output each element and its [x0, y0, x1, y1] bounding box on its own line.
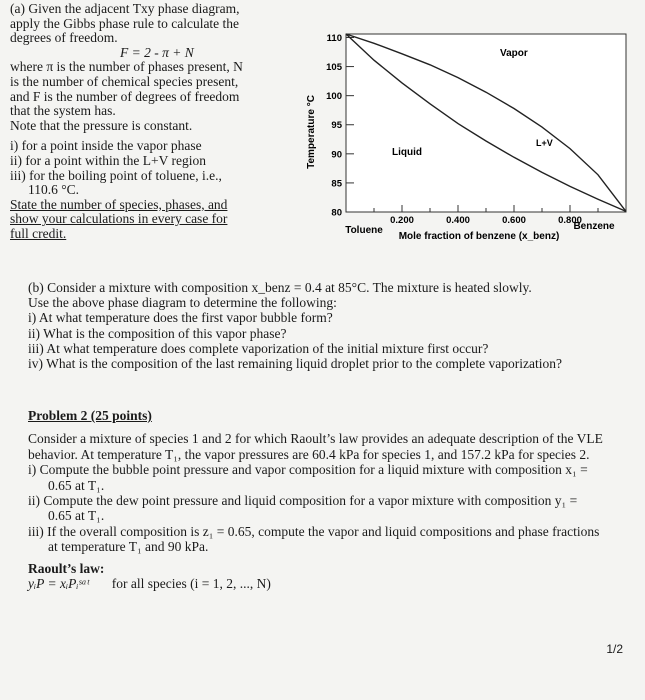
question-item: ii) for a point within the L+V region — [10, 152, 206, 168]
part-b-text — [28, 280, 638, 371]
part-a-text — [10, 2, 295, 242]
x-tick-label: 0.200 — [390, 215, 414, 226]
problem-2-question: iii) If the overall composition is z₁ = 0.65, compute the vapor and liquid compositions and phase fractions — [28, 523, 600, 539]
y-tick-label: 110 — [326, 32, 342, 44]
y-tick-label: 80 — [331, 207, 342, 219]
part-b-intro: (b) Consider a mixture with composition x_benz = 0.4 at 85°C. The mixture is heated slowly. — [28, 280, 532, 295]
problem-2-intro: behavior. At temperature T₁, the vapor pressures are 60.4 kPa for species 1, and 157.2 kPa for species 2. — [28, 446, 590, 462]
instruction-line: show your calculations in every case for — [10, 211, 228, 227]
part-b-question: ii) What is the composition of this vapor phase? — [28, 325, 287, 341]
problem-2-question-cont: at temperature T₁ and 90 kPa. — [48, 539, 209, 555]
txy-phase-diagram — [296, 22, 641, 262]
gibbs-formula: F = 2 - π + N — [120, 44, 194, 60]
raoult-equation-row — [28, 576, 638, 591]
question-item: i) for a point inside the vapor phase — [10, 138, 202, 154]
y-axis-label: Temperature °C — [306, 95, 317, 169]
raoult-tail: for all species (i = 1, 2, ..., N) — [111, 576, 271, 592]
part-b-intro: Use the above phase diagram to determine the following: — [28, 295, 337, 311]
definition-line: is the number of chemical species present, — [10, 73, 239, 89]
part-a-line: (a) Given the adjacent Txy phase diagram, — [10, 1, 240, 16]
x-right-label: Benzene — [573, 221, 615, 232]
x-left-label: Toluene — [345, 225, 383, 236]
instruction-line: State the number of species, phases, and — [10, 196, 228, 212]
y-tick-label: 90 — [331, 149, 342, 161]
problem-2-question: i) Compute the bubble point pressure and vapor composition for a liquid mixture with composition x₁ = — [28, 462, 588, 478]
x-tick-label: 0.600 — [502, 215, 526, 226]
y-tick-label: 100 — [326, 91, 342, 103]
problem-2-question: ii) Compute the dew point pressure and liquid composition for a vapor mixture with composition y₁ = — [28, 493, 578, 509]
part-b-question: iii) At what temperature does complete vaporization of the initial mixture first occur? — [28, 340, 489, 356]
y-tick-label: 95 — [331, 120, 342, 132]
part-a-line: apply the Gibbs phase rule to calculate the — [10, 15, 240, 31]
definition-line: where π is the number of phases present, N — [10, 59, 243, 75]
part-b-question: iv) What is the composition of the last remaining liquid droplet prior to the complete vaporization? — [28, 356, 562, 372]
region-label-lv: L+V — [536, 138, 553, 148]
y-tick-label: 105 — [326, 62, 342, 74]
x-tick-label: 0.400 — [446, 215, 470, 226]
instruction-line: full credit. — [10, 225, 67, 241]
problem-2-question-cont: 0.65 at T₁. — [48, 508, 105, 524]
raoult-title: Raoult’s law: — [28, 560, 105, 576]
definition-line: Note that the pressure is constant. — [10, 117, 193, 133]
definition-line: that the system has. — [10, 103, 116, 119]
question-item: iii) for the boiling point of toluene, i.e., — [10, 167, 222, 183]
part-a-line: degrees of freedom. — [10, 30, 118, 46]
question-item-cont: 110.6 °C. — [28, 182, 80, 198]
part-b-question: i) At what temperature does the first vapor bubble form? — [28, 310, 333, 326]
region-label-liquid: Liquid — [392, 147, 422, 158]
x-tick-label: 0.800 — [558, 215, 582, 226]
plot-frame — [346, 34, 626, 212]
raoult-equation: yᵢP = xᵢPᵢˢᵃᵗ — [28, 576, 89, 592]
x-axis-label: Mole fraction of benzene (x_benz) — [398, 231, 560, 242]
y-tick-label: 85 — [331, 178, 342, 190]
problem-2 — [28, 408, 638, 591]
definition-line: and F is the number of degrees of freedom — [10, 88, 240, 104]
problem-2-title: Problem 2 (25 points) — [28, 408, 152, 423]
problem-2-question-cont: 0.65 at T₁. — [48, 477, 105, 493]
region-label-vapor: Vapor — [500, 48, 528, 59]
problem-2-intro: Consider a mixture of species 1 and 2 for which Raoult’s law provides an adequate description of the VLE — [28, 431, 603, 447]
page-number: 1/2 — [606, 642, 623, 656]
